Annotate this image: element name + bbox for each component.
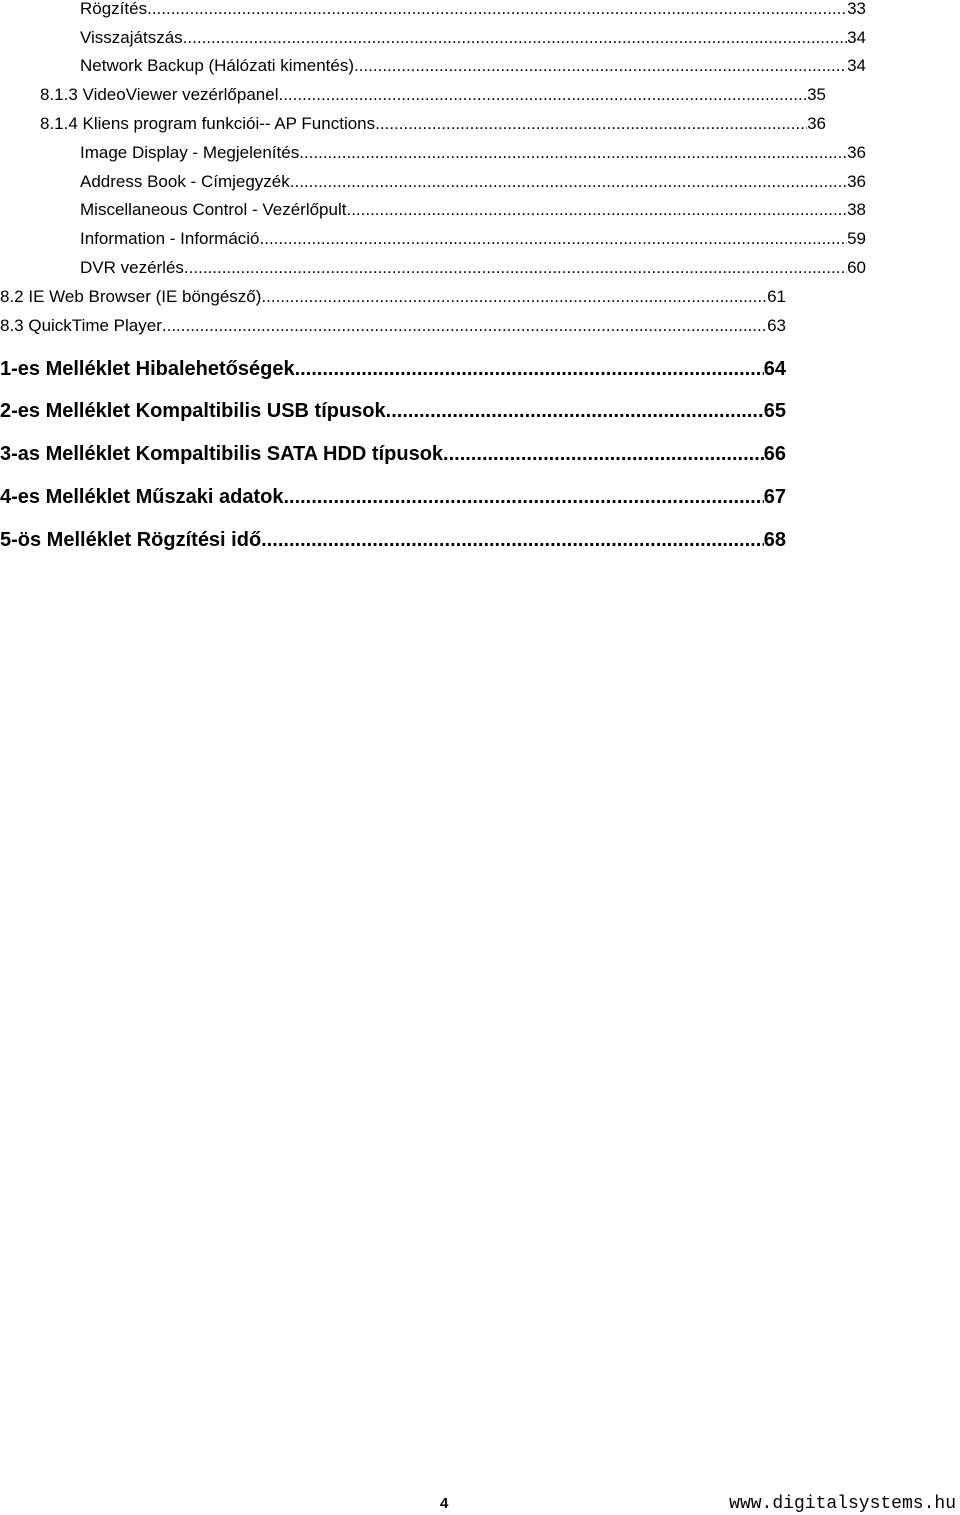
toc-entry-title: Image Display - Megjelenítés — [80, 143, 300, 162]
toc-entry-page: 66 — [763, 443, 786, 465]
toc-entry-page: 67 — [763, 486, 786, 508]
toc-entry-title: Rögzítés — [80, 0, 148, 18]
toc-entry-title: Network Backup (Hálózati kimentés) — [80, 56, 354, 75]
toc-entry[interactable] — [0, 54, 866, 78]
toc-entry[interactable] — [0, 314, 786, 338]
toc-entry-title: Information - Információ — [80, 229, 260, 248]
toc-entry[interactable] — [0, 170, 866, 194]
toc-leader-dots — [261, 285, 767, 309]
toc-leader-dots — [290, 170, 847, 194]
toc-leader-dots — [295, 355, 764, 383]
toc-leader-dots — [162, 314, 767, 338]
toc-entry-title: Miscellaneous Control - Vezérlőpult — [80, 200, 347, 219]
footer-website: www.digitalsystems.hu — [729, 1494, 956, 1514]
toc-leader-dots — [147, 0, 847, 21]
toc-leader-dots — [386, 397, 764, 425]
toc-leader-dots — [443, 440, 764, 468]
toc-entry[interactable] — [0, 256, 866, 280]
toc-leader-dots — [260, 227, 848, 251]
toc-entry[interactable] — [0, 198, 866, 222]
toc-leader-dots — [261, 526, 764, 554]
toc-entry[interactable] — [0, 0, 866, 21]
toc-appendix-entry[interactable] — [0, 526, 786, 554]
toc-entry-title: 8.1.4 Kliens program funkciói-- AP Functions — [40, 114, 376, 133]
toc-entry[interactable] — [0, 26, 866, 50]
toc-entry-page: 61 — [767, 287, 786, 306]
toc-leader-dots — [283, 483, 763, 511]
toc-entry-page: 36 — [847, 172, 866, 191]
toc-entry[interactable] — [0, 285, 786, 309]
toc-entry-page: 60 — [847, 258, 866, 277]
toc-entry[interactable] — [0, 141, 866, 165]
toc-entry-title: 5-ös Melléklet Rögzítési idő — [0, 529, 262, 551]
toc-entry-page: 38 — [847, 200, 866, 219]
toc-leader-dots — [346, 198, 847, 222]
toc-appendix-entry[interactable] — [0, 483, 786, 511]
toc-appendix-entry[interactable] — [0, 440, 786, 468]
toc-entry-page: 34 — [847, 28, 866, 47]
toc-entry-title: DVR vezérlés — [80, 258, 184, 277]
toc-entry-page: 63 — [767, 316, 786, 335]
footer-page-number: 4 — [440, 1495, 449, 1512]
toc-leader-dots — [299, 141, 847, 165]
toc-entry[interactable] — [0, 83, 826, 107]
toc-entry[interactable] — [0, 227, 866, 251]
toc-entry-title: 2-es Melléklet Kompaltibilis USB típusok — [0, 400, 386, 422]
toc-entry-title: 4-es Melléklet Műszaki adatok — [0, 486, 284, 508]
toc-appendix-entry[interactable] — [0, 355, 786, 383]
toc-entry-page: 34 — [847, 56, 866, 75]
toc-leader-dots — [184, 256, 847, 280]
toc-entry-page: 35 — [807, 85, 826, 104]
toc-entry-title: 8.3 QuickTime Player — [0, 316, 162, 335]
toc-leader-dots — [183, 26, 847, 50]
toc-leader-dots — [278, 83, 807, 107]
toc-entry-title: 8.2 IE Web Browser (IE böngésző) — [0, 287, 262, 306]
toc-entry-page: 68 — [763, 529, 786, 551]
toc-entry-page: 33 — [847, 0, 866, 18]
toc-entry-page: 36 — [807, 114, 826, 133]
toc-entry-title: Address Book - Címjegyzék — [80, 172, 290, 191]
toc-entry-title: Visszajátszás — [80, 28, 183, 47]
toc-entry-page: 65 — [763, 400, 786, 422]
toc-entry-page: 59 — [847, 229, 866, 248]
toc-leader-dots — [375, 112, 807, 136]
toc-entry-title: 1-es Melléklet Hibalehetőségek — [0, 358, 295, 380]
toc-entry[interactable] — [0, 112, 826, 136]
toc-entry-title: 8.1.3 VideoViewer vezérlőpanel — [40, 85, 279, 104]
toc-entry-page: 64 — [763, 358, 786, 380]
toc-entry-title: 3-as Melléklet Kompaltibilis SATA HDD típusok — [0, 443, 444, 465]
toc-leader-dots — [354, 54, 847, 78]
toc-appendix-entry[interactable] — [0, 397, 786, 425]
toc-entry-page: 36 — [847, 143, 866, 162]
